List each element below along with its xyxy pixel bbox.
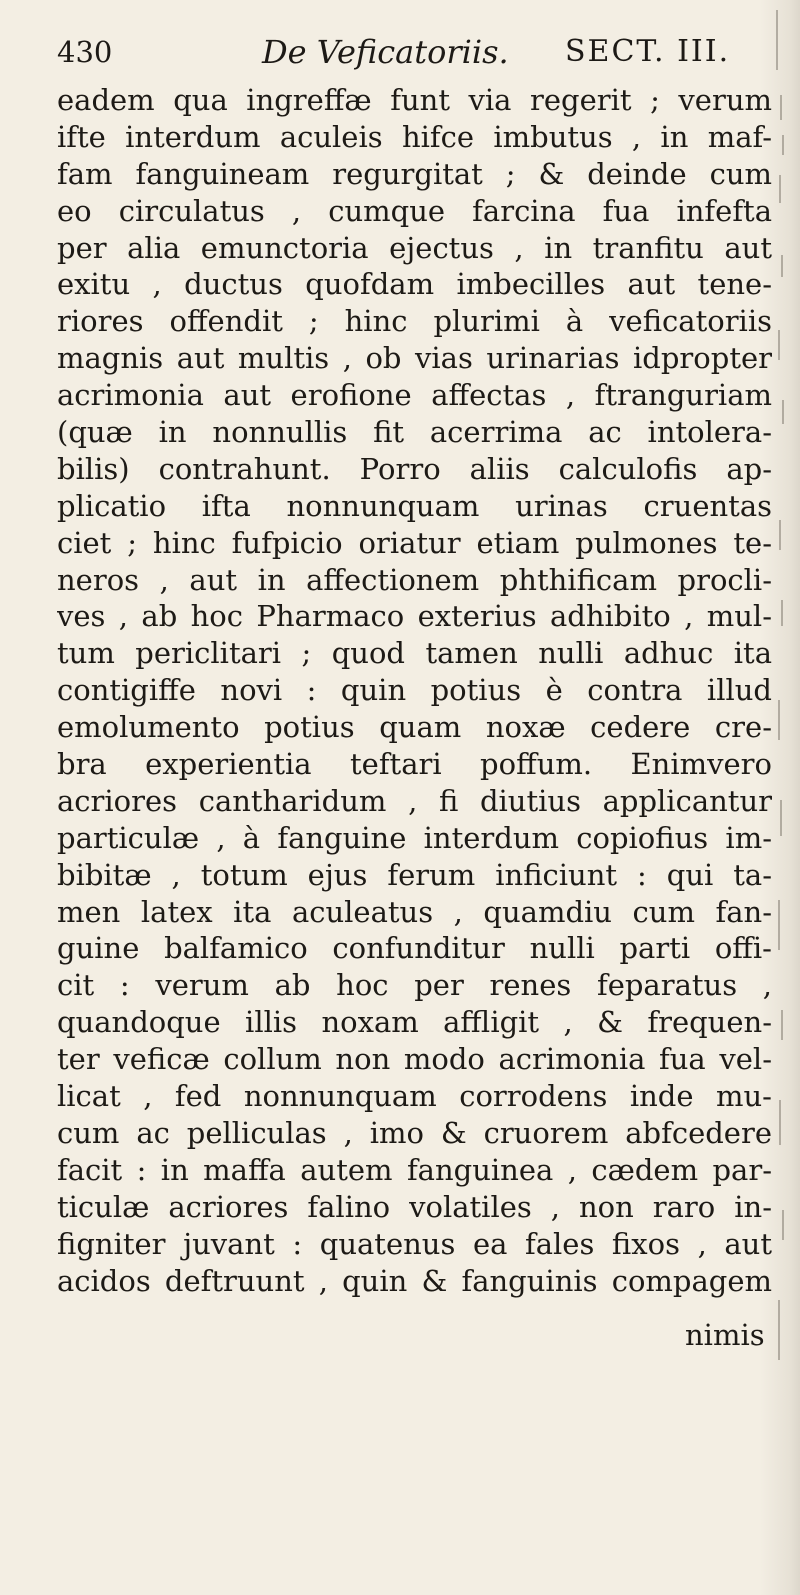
section-label: SECT. III. — [565, 34, 731, 69]
text-line: eo circulatus , cumque farcina fua infefta — [57, 193, 772, 228]
text-line: licat , fed nonnunquam corrodens inde mu- — [57, 1079, 772, 1114]
text-line: guine balfamico confunditur nulli parti offi- — [57, 931, 772, 966]
text-line: facit : in maffa autem fanguinea , cædem par- — [57, 1152, 772, 1187]
text-line: emolumento potius quam noxæ cedere cre- — [57, 710, 772, 745]
text-line: plicatio ifta nonnunquam urinas cruentas — [57, 488, 772, 523]
text-line: ciet ; hinc fufpicio oriatur etiam pulmones te- — [57, 525, 772, 560]
text-line: bibitæ , totum ejus ferum inficiunt : qui ta- — [57, 857, 772, 892]
text-line: ifte interdum aculeis hifce imbutus , in maf- — [57, 119, 772, 154]
text-line: exitu , ductus quofdam imbecilles aut tene- — [57, 267, 772, 302]
text-line: bilis) contrahunt. Porro aliis calculofis ap- — [57, 451, 772, 486]
text-line: neros , aut in affectionem phthificam procli- — [57, 562, 772, 597]
text-line: contigiffe novi : quin potius è contra illud — [57, 673, 772, 708]
page-header — [57, 28, 772, 76]
text-line: (quæ in nonnullis fit acerrima ac intolera- — [57, 415, 772, 450]
page-edge — [776, 0, 800, 1595]
text-line: per alia emunctoria ejectus , in tranfitu aut — [57, 230, 772, 265]
page-number: 430 — [57, 35, 113, 69]
text-line: tum periclitari ; quod tamen nulli adhuc ita — [57, 636, 772, 671]
text-line: fam fanguineam regurgitat ; & deinde cum — [57, 156, 772, 191]
text-line: quandoque illis noxam affligit , & frequen- — [57, 1005, 772, 1040]
text-line: men latex ita aculeatus , quamdiu cum fan- — [57, 894, 772, 929]
text-line: ves , ab hoc Pharmaco exterius adhibito , mul- — [57, 599, 772, 634]
text-line: riores offendit ; hinc plurimi à veficatoriis — [57, 304, 772, 339]
running-title: De Veficatoriis. — [262, 33, 509, 71]
text-line: acidos deftruunt , quin & fanguinis compagem — [57, 1263, 772, 1298]
text-line: ticulæ acriores falino volatiles , non raro in- — [57, 1189, 772, 1224]
text-line: cit : verum ab hoc per renes feparatus , — [57, 968, 772, 1003]
text-line: acriores cantharidum , fi diutius applicantur — [57, 783, 772, 818]
text-line: bra experientia teftari poffum. Enimvero — [57, 747, 772, 782]
text-line: cum ac pelliculas , imo & cruorem abfcedere — [57, 1115, 772, 1150]
body-text — [57, 82, 772, 1299]
text-line: eadem qua ingreffæ funt via regerit ; verum — [57, 83, 772, 117]
text-line: magnis aut multis , ob vias urinarias idpropter — [57, 341, 772, 376]
text-line: acrimonia aut erofione affectas , ftranguriam — [57, 378, 772, 413]
text-line: ter veficæ collum non modo acrimonia fua vel- — [57, 1042, 772, 1077]
text-line: particulæ , à fanguine interdum copiofius im- — [57, 820, 772, 855]
catchword: nimis — [685, 1318, 765, 1352]
text-line: figniter juvant : quatenus ea fales fixos , aut — [57, 1226, 772, 1261]
